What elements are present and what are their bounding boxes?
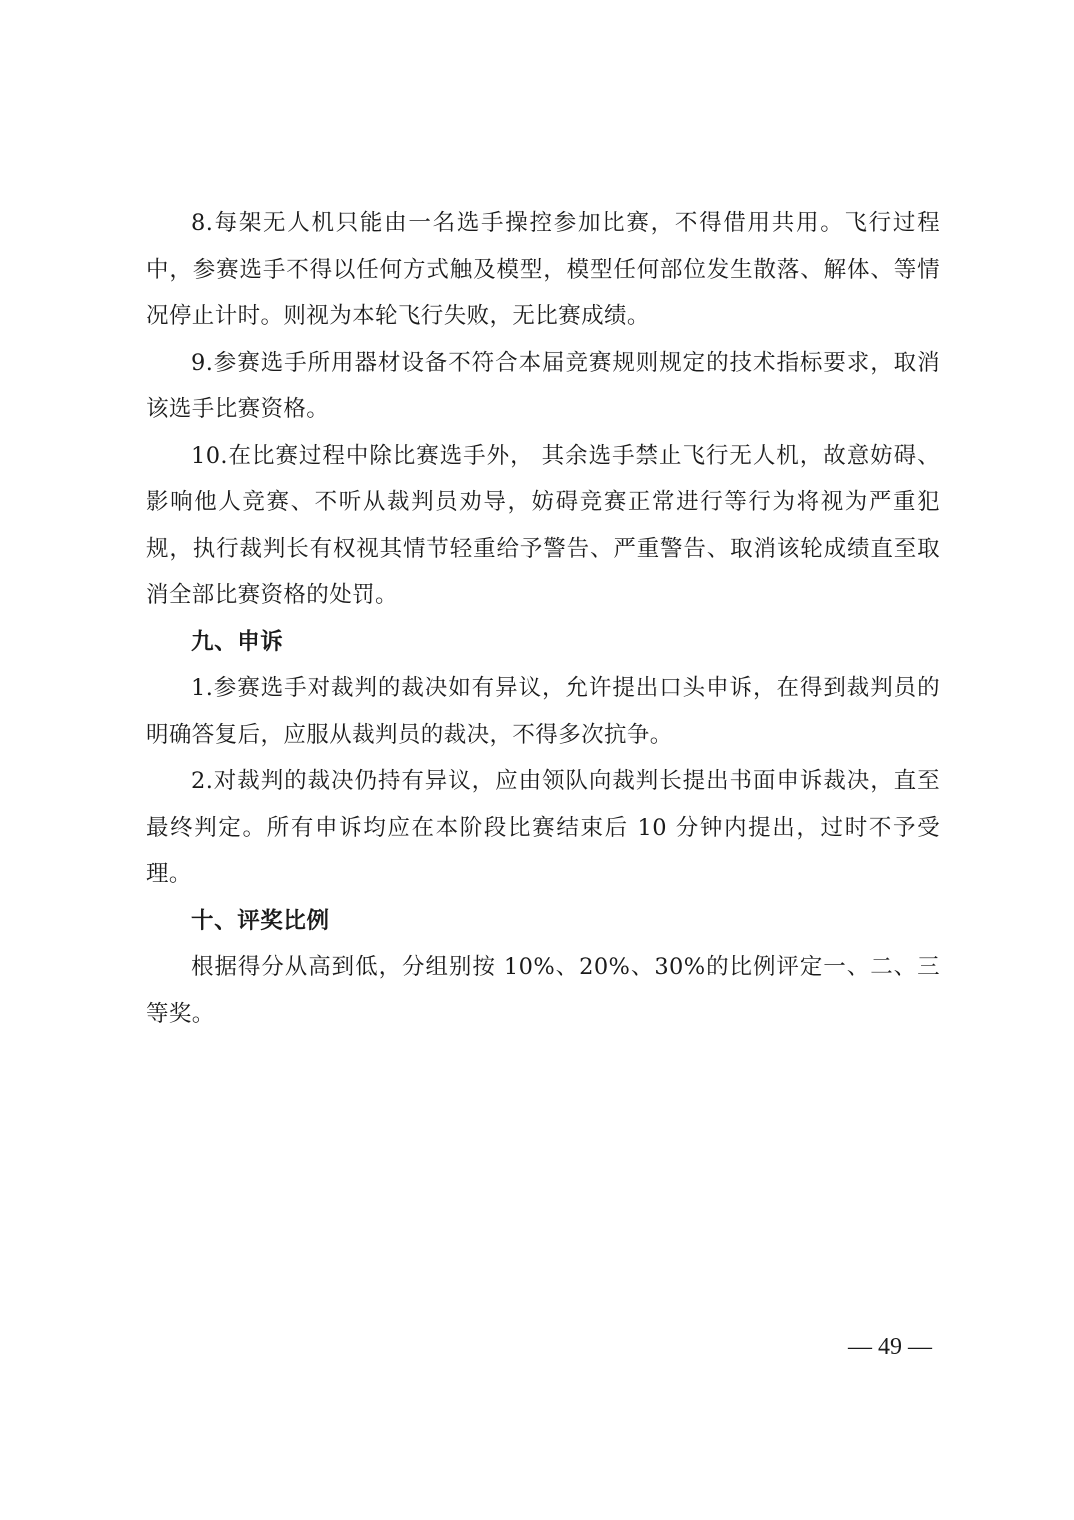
section-heading-award-ratio: 十、评奖比例 xyxy=(191,907,330,934)
section-heading-appeal: 九、申诉 xyxy=(191,628,284,655)
rule-9-paragraph: 9.参赛选手所用器材设备不符合本届竞赛规则规定的技术指标要求，取消该选手比赛资格。 xyxy=(146,349,940,422)
document-body xyxy=(146,200,940,1037)
rule-8-paragraph: 8.每架无人机只能由一名选手操控参加比赛，不得借用共用。飞行过程中，参赛选手不得以任何方式触及模型，模型任何部位发生散落、解体、等情况停止计时。则视为本轮飞行失败，无比赛成绩。 xyxy=(146,210,940,329)
appeal-2-paragraph: 2.对裁判的裁决仍持有异议，应由领队向裁判长提出书面申诉裁决，直至最终判定。所有申诉均应在本阶段比赛结束后 10 分钟内提出，过时不予受理。 xyxy=(146,768,940,887)
appeal-1-paragraph: 1.参赛选手对裁判的裁决如有异议，允许提出口头申诉，在得到裁判员的明确答复后，应服从裁判员的裁决，不得多次抗争。 xyxy=(146,675,940,748)
page-number: — 49 — xyxy=(848,1334,932,1360)
rule-10-paragraph: 10.在比赛过程中除比赛选手外， 其余选手禁止飞行无人机，故意妨碍、影响他人竞赛、不听从裁判员劝导，妨碍竞赛正常进行等行为将视为严重犯规，执行裁判长有权视其情节轻重给予警告、严重警告、取消该轮成绩直至取消全部比赛资格的处罚。 xyxy=(146,442,940,608)
award-ratio-paragraph: 根据得分从高到低，分组别按 10%、20%、30%的比例评定一、二、三等奖。 xyxy=(146,954,940,1027)
